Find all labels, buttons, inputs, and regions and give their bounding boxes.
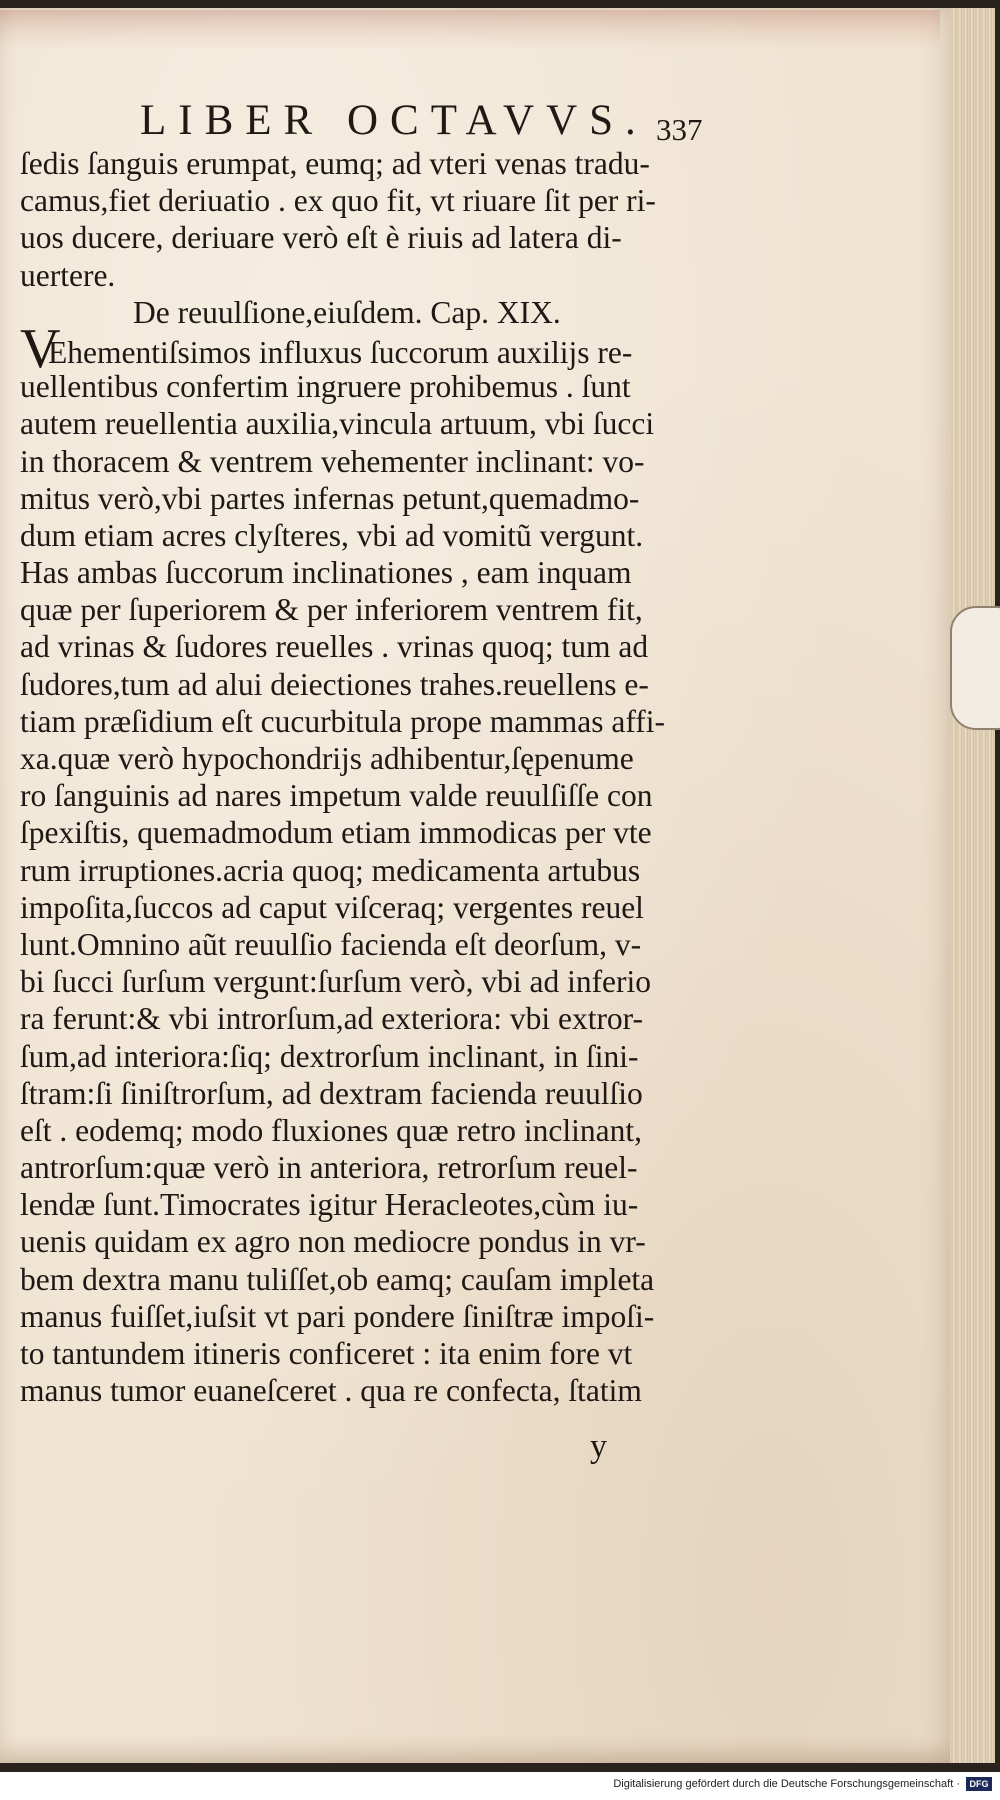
- text-line: manus fuiſſet,iuſsit vt pari pondere ſiniſtræ impoſi-: [20, 1298, 655, 1334]
- body-text: [20, 145, 732, 1409]
- text-line: uertere.: [20, 257, 116, 293]
- page-number: 337: [656, 112, 703, 147]
- text-line: ſudores,tum ad alui deiectiones trahes.reuellens e-: [20, 666, 649, 702]
- text-line: tiam præſidium eſt cucurbitula prope mammas affi-: [20, 703, 665, 739]
- page-header: [0, 92, 965, 152]
- text-line: bem dextra manu tuliſſet,ob eamq; cauſam impleta: [20, 1261, 655, 1297]
- text-line: dum etiam acres clyſteres, vbi ad vomitũ vergunt.: [20, 517, 644, 553]
- first-line: [20, 317, 732, 380]
- text-line: lunt.Omnino aũt reuulſio facienda eſt deorſum, v-: [20, 926, 642, 962]
- dfg-logo: DFG: [966, 1777, 992, 1791]
- running-head: LIBER OCTAVVS.: [140, 97, 648, 144]
- text-line: Has ambas ſuccorum inclinationes , eam inquam: [20, 555, 632, 591]
- text-line: quæ per ſuperiorem & per inferiorem ventrem fit,: [20, 592, 643, 628]
- chapter-heading: De reuulſione,eiuſdem. Cap. XIX.: [133, 294, 561, 330]
- text-line: ſedis ſanguis erumpat, eumq; ad vteri venas tradu-: [20, 146, 650, 181]
- text-line: lendæ ſunt.Timocrates igitur Heracleotes,cùm iu-: [20, 1187, 639, 1223]
- text-line: impoſita,ſuccos ad caput viſceraq; vergentes reuel: [20, 889, 644, 925]
- text-line: ra ferunt:& vbi introrſum,ad exteriora: vbi extror-: [20, 1001, 644, 1037]
- footer-credit: Digitalisierung gefördert durch die Deutsche Forschungsgemeinschaft ·: [613, 1778, 960, 1790]
- text-line: uos ducere, deriuare verò eſt è riuis ad latera di-: [20, 220, 622, 256]
- text-line: ſum,ad interiora:ſiq; dextrorſum inclinant, in ſini-: [20, 1038, 639, 1074]
- text-line: ſpexiſtis, quemadmodum etiam immodicas per vte: [20, 815, 652, 851]
- text-line: ro ſanguinis ad nares impetum valde reuulſiſſe con: [20, 778, 653, 814]
- first-line-text: Ehementiſsimos influxus ſuccorum auxilijs re-: [48, 334, 633, 370]
- page-stain: [0, 10, 940, 50]
- text-line: ad vrinas & ſudores reuelles . vrinas quoq; tum ad: [20, 629, 649, 665]
- text-line: camus,fiet deriuatio . ex quo fit, vt riuare ſit per ri-: [20, 183, 656, 219]
- drop-cap: V: [20, 317, 61, 380]
- chapter-body: [20, 368, 732, 1409]
- text-line: in thoracem & ventrem vehementer inclinant: vo-: [20, 443, 645, 479]
- text-line: to tantundem itineris conficeret : ita enim fore vt: [20, 1336, 633, 1371]
- text-line: ſtram:ſi ſiniſtrorſum, ad dextram facienda reuulſio: [20, 1075, 643, 1111]
- text-line: bi ſucci ſurſum vergunt:ſurſum verò, vbi ad inferio: [20, 964, 652, 1000]
- text-line: rum irruptiones.acria quoq; medicamenta artubus: [20, 852, 641, 888]
- text-line: mitus verò,vbi partes infernas petunt,quemadmo-: [20, 480, 640, 516]
- paragraph-continuation: [20, 145, 732, 294]
- text-line: autem reuellentia auxilia,vincula artuum, vbi ſucci: [20, 406, 655, 442]
- footer-bar: [0, 1772, 1000, 1800]
- text-line: antrorſum:quæ verò in anteriora, retrorſum reuel-: [20, 1150, 638, 1186]
- catchword: y: [590, 1428, 607, 1465]
- text-line: manus tumor euaneſceret . qua re confecta, ſtatim: [20, 1373, 642, 1409]
- page-tab: [950, 606, 1000, 730]
- page-edges: [950, 8, 997, 1763]
- text-line: xa.quæ verò hypochondrijs adhibentur,ſępenume: [20, 741, 634, 776]
- text-line: uellentibus confertim ingruere prohibemus . ſunt: [20, 369, 631, 405]
- text-line: eſt . eodemq; modo fluxiones quæ retro inclinant,: [20, 1112, 643, 1148]
- text-line: uenis quidam ex agro non mediocre pondus in vr-: [20, 1224, 646, 1260]
